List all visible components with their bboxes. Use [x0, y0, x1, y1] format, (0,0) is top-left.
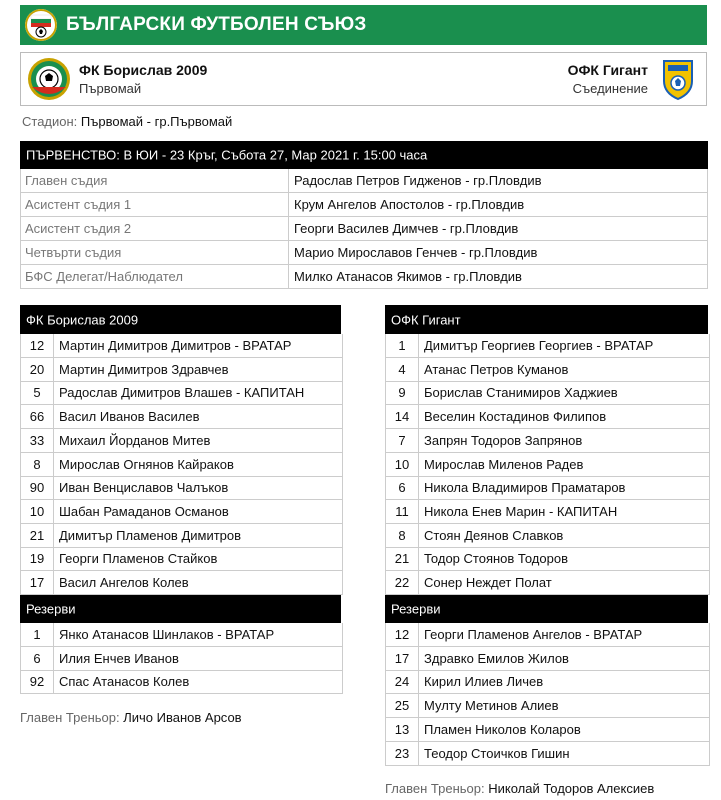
player-number: 13	[394, 721, 410, 737]
away-coach-line	[385, 781, 654, 796]
player-number: 5	[33, 385, 41, 401]
home-reserves-header	[20, 595, 341, 623]
player-name: Кирил Илиев Личев	[424, 674, 544, 690]
player-number: 8	[33, 456, 41, 472]
away-reserves-title: Резерви	[391, 601, 441, 617]
player-number: 6	[398, 480, 406, 496]
player-name: Васил Иванов Василев	[59, 409, 200, 425]
player-number: 10	[29, 503, 45, 519]
header-title: БЪЛГАРСКИ ФУТБОЛЕН СЪЮЗ	[66, 14, 367, 35]
player-row	[385, 623, 710, 647]
player-row	[20, 476, 343, 500]
home-coach-name: Личо Иванов Арсов	[123, 710, 242, 725]
player-name: Спас Атанасов Колев	[59, 674, 190, 690]
home-reserves-title: Резерви	[26, 601, 76, 617]
player-name: Радослав Димитров Влашев - КАПИТАН	[59, 385, 305, 401]
player-name: Мирослав Огнянов Кайраков	[59, 456, 234, 472]
official-row	[20, 241, 708, 265]
player-row	[385, 670, 710, 694]
player-number: 21	[29, 527, 45, 543]
player-name: Мирослав Миленов Радев	[424, 456, 584, 472]
player-number: 33	[29, 432, 45, 448]
player-number: 22	[394, 575, 410, 590]
match-info: ПЪРВЕНСТВО: В ЮИ - 23 Кръг, Събота 27, Мар 2021 г. 15:00 часа	[26, 147, 428, 163]
player-name: Запрян Тодоров Запрянов	[424, 432, 583, 448]
away-coach-name: Николай Тодоров Алексиев	[488, 781, 655, 796]
player-row	[385, 358, 710, 382]
home-team-city: Първомай	[79, 81, 142, 96]
player-row	[385, 694, 710, 718]
official-name: Крум Ангелов Апостолов - гр.Пловдив	[294, 197, 525, 212]
official-row	[20, 193, 708, 217]
official-role: БФС Делегат/Наблюдател	[25, 269, 183, 284]
official-role: Асистент съдия 1	[25, 197, 132, 212]
away-lineup-header	[385, 305, 708, 334]
player-number: 25	[394, 698, 410, 714]
player-name: Тодор Стоянов Тодоров	[424, 551, 568, 567]
player-row	[20, 429, 343, 453]
player-row	[385, 334, 710, 358]
player-row	[20, 524, 343, 548]
player-row	[20, 547, 343, 571]
player-row	[20, 334, 343, 358]
player-row	[20, 623, 343, 647]
teams-banner	[20, 52, 707, 106]
official-name: Милко Атанасов Якимов - гр.Пловдив	[294, 269, 522, 284]
player-number: 12	[29, 338, 45, 353]
official-role: Асистент съдия 2	[25, 221, 132, 236]
player-number: 11	[395, 503, 409, 519]
player-number: 14	[394, 409, 410, 425]
player-number: 9	[398, 385, 406, 401]
player-name: Шабан Рамаданов Османов	[59, 503, 229, 519]
player-name: Янко Атанасов Шинлаков - ВРАТАР	[59, 627, 275, 642]
player-name: Никола Владимиров Праматаров	[424, 480, 626, 496]
stadium-value: Първомай - гр.Първомай	[80, 114, 233, 129]
away-lineup-title: ОФК Гигант	[391, 312, 461, 327]
stadium-label: Стадион:	[22, 114, 78, 129]
away-reserves-header	[385, 595, 708, 623]
player-row	[385, 571, 710, 595]
player-row	[20, 670, 343, 694]
player-number: 19	[29, 551, 45, 567]
player-number: 12	[394, 627, 410, 642]
stadium-line	[22, 114, 232, 129]
away-team-logo-icon	[656, 57, 700, 101]
player-row	[20, 647, 343, 671]
player-number: 7	[398, 432, 406, 448]
player-name: Борислав Станимиров Хаджиев	[424, 385, 618, 401]
official-row	[20, 169, 708, 193]
home-lineup-header	[20, 305, 341, 334]
player-name: Никола Енев Марин - КАПИТАН	[424, 503, 618, 519]
player-number: 1	[398, 338, 406, 353]
player-row	[385, 524, 710, 548]
bfs-logo-icon	[25, 9, 57, 41]
official-name: Георги Василев Димчев - гр.Пловдив	[294, 221, 519, 236]
player-number: 66	[29, 409, 45, 425]
player-number: 20	[29, 361, 45, 377]
player-name: Георги Пламенов Ангелов - ВРАТАР	[424, 627, 643, 642]
player-row	[20, 381, 343, 405]
player-name: Веселин Костадинов Филипов	[424, 409, 607, 425]
player-row	[385, 476, 710, 500]
official-name: Радослав Петров Гидженов - гр.Пловдив	[294, 173, 542, 188]
player-number: 17	[29, 575, 45, 590]
player-row	[20, 358, 343, 382]
player-name: Мартин Димитров Здравчев	[59, 361, 229, 377]
player-row	[20, 453, 343, 477]
player-number: 1	[33, 627, 41, 642]
federation-header	[20, 5, 707, 45]
player-row	[20, 500, 343, 524]
player-number: 21	[394, 551, 410, 567]
player-name: Стоян Деянов Славков	[424, 527, 564, 543]
player-name: Васил Ангелов Колев	[59, 575, 189, 590]
player-name: Димитър Георгиев Георгиев - ВРАТАР	[424, 338, 654, 353]
player-name: Сонер Неждет Полат	[424, 575, 552, 590]
player-name: Здравко Емилов Жилов	[424, 650, 569, 666]
player-number: 24	[394, 674, 410, 690]
official-role: Четвърти съдия	[25, 245, 122, 260]
player-row	[385, 718, 710, 742]
player-number: 4	[398, 361, 406, 377]
player-row	[385, 429, 710, 453]
away-team-name: ОФК Гигант	[567, 62, 648, 78]
player-name: Теодор Стоичков Гишин	[424, 745, 570, 761]
player-row	[385, 453, 710, 477]
official-name: Марио Мирославов Генчев - гр.Пловдив	[294, 245, 538, 260]
player-name: Мартин Димитров Димитров - ВРАТАР	[59, 338, 292, 353]
home-lineup-title: ФК Борислав 2009	[26, 312, 139, 327]
player-row	[385, 500, 710, 524]
player-number: 8	[398, 527, 406, 543]
match-info-bar	[20, 141, 708, 169]
home-team-logo-icon	[27, 57, 71, 101]
player-row	[385, 742, 710, 766]
player-row	[385, 647, 710, 671]
player-number: 6	[33, 650, 41, 666]
player-name: Георги Пламенов Стайков	[59, 551, 218, 567]
player-name: Иван Венциславов Чалъков	[59, 480, 229, 496]
player-name: Мулту Метинов Алиев	[424, 698, 559, 714]
player-row	[385, 547, 710, 571]
away-coach-label: Главен Треньор:	[385, 781, 485, 796]
player-row	[20, 571, 343, 595]
player-number: 92	[29, 674, 45, 690]
official-row	[20, 265, 708, 289]
player-name: Илия Енчев Иванов	[59, 650, 179, 666]
official-row	[20, 217, 708, 241]
player-number: 23	[394, 745, 410, 761]
player-name: Пламен Николов Коларов	[424, 721, 581, 737]
player-row	[385, 381, 710, 405]
player-name: Атанас Петров Куманов	[424, 361, 569, 377]
player-row	[385, 405, 710, 429]
player-number: 10	[394, 456, 410, 472]
official-role: Главен съдия	[25, 173, 108, 188]
player-name: Димитър Пламенов Димитров	[59, 527, 242, 543]
player-name: Михаил Йорданов Митев	[59, 432, 211, 448]
home-team-name: ФК Борислав 2009	[79, 62, 208, 78]
player-number: 17	[394, 650, 410, 666]
player-number: 90	[29, 480, 45, 496]
home-coach-line	[20, 710, 242, 725]
home-coach-label: Главен Треньор:	[20, 710, 120, 725]
away-team-city: Съединение	[572, 81, 648, 96]
player-row	[20, 405, 343, 429]
